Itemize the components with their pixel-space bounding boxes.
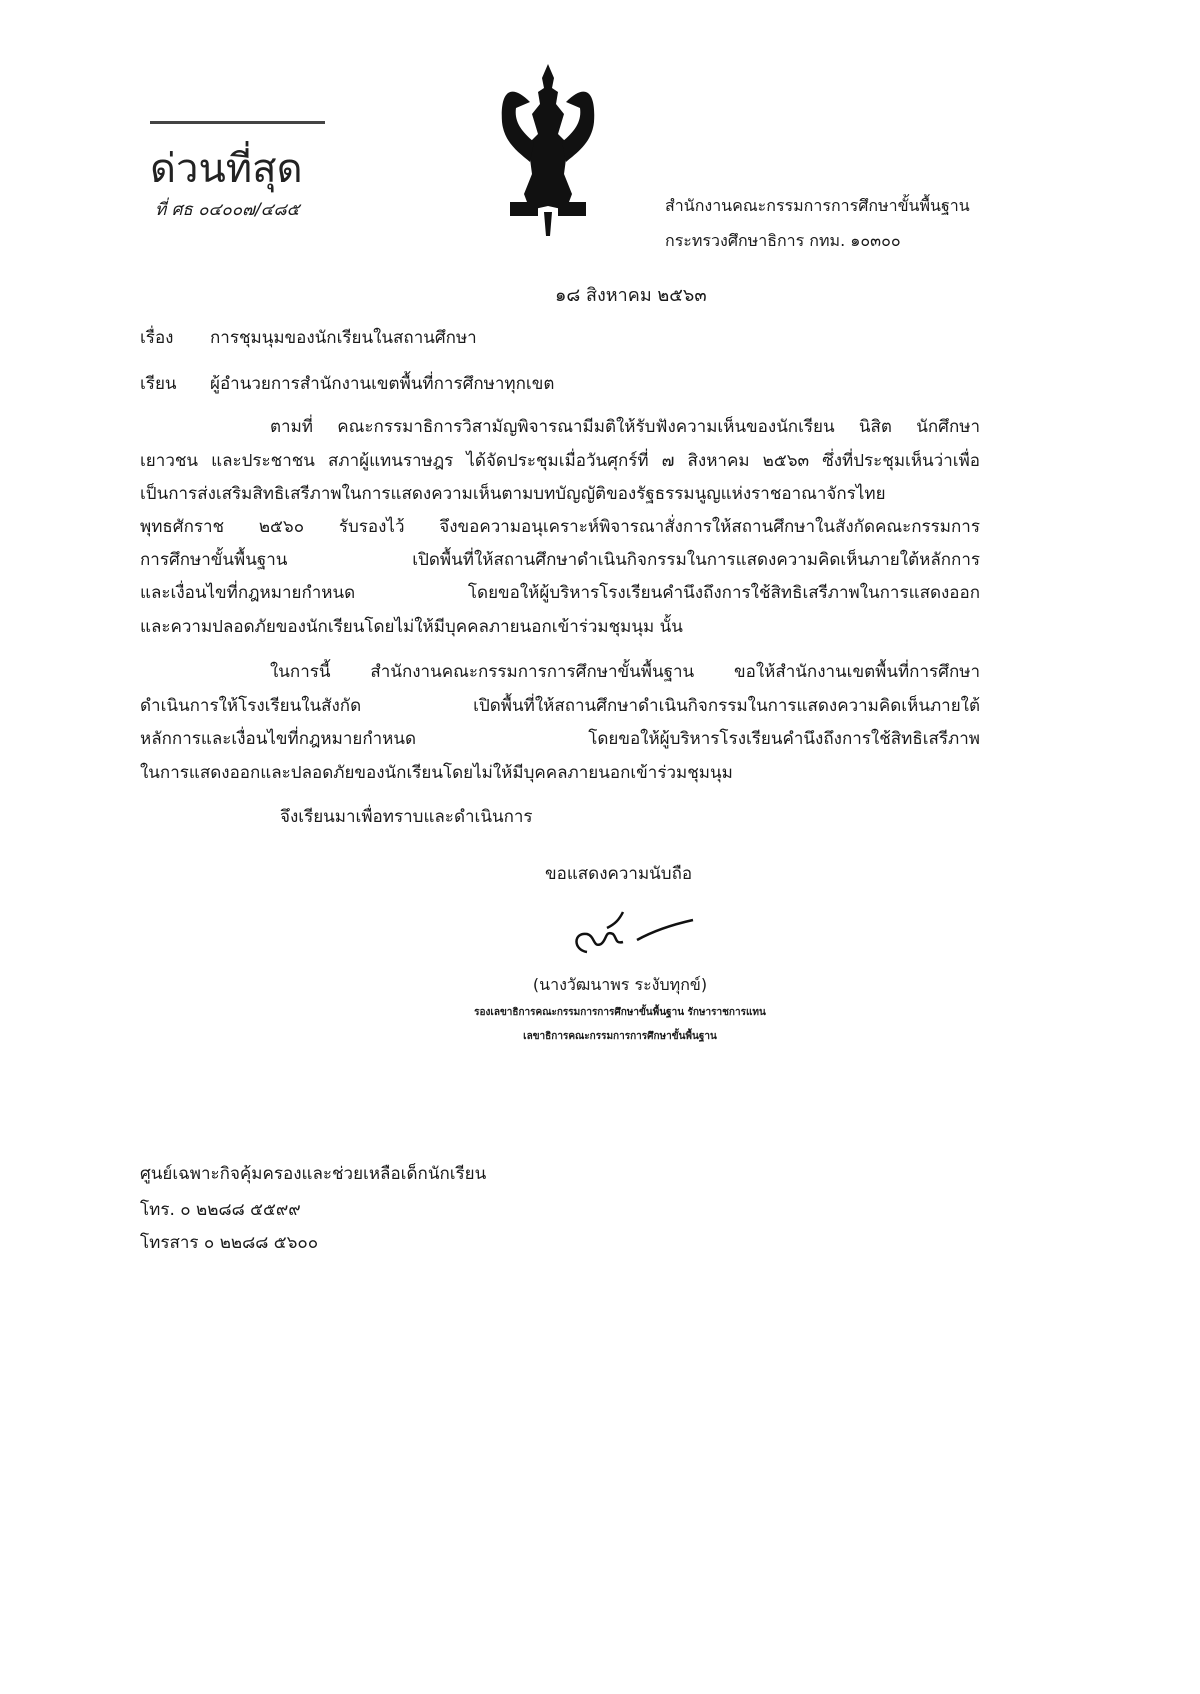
signatory-name: (นางวัฒนาพร ระงับทุกข์) bbox=[532, 975, 708, 994]
footer-fax: โทรสาร ๐ ๒๒๘๘ ๕๖๐๐ bbox=[140, 1233, 319, 1253]
footer-department: ศูนย์เฉพาะกิจคุ้มครองและช่วยเหลือเด็กนักเรียน bbox=[140, 1164, 487, 1184]
paragraph1-line: เป็นการส่งเสริมสิทธิเสรีภาพในการแสดงความเห็นตามบทบัญญัติของรัฐธรรมนูญแห่งราชอาณาจักรไทย bbox=[140, 484, 886, 504]
reference-number: ที่ ศธ ๐๔๐๐๗/๔๘๕ bbox=[155, 200, 300, 220]
closing-sentence: จึงเรียนมาเพื่อทราบและดำเนินการ bbox=[280, 807, 533, 827]
subject-value: การชุมนุมของนักเรียนในสถานศึกษา bbox=[210, 328, 477, 348]
paragraph1-line: การศึกษาขั้นพื้นฐาน เปิดพื้นที่ให้สถานศึกษาดำเนินกิจกรรมในการแสดงความคิดเห็นภายใต้หลักการ bbox=[140, 550, 980, 570]
paragraph2-line: หลักการและเงื่อนไขที่กฎหมายกำหนด โดยขอให้ผู้บริหารโรงเรียนคำนึงถึงการใช้สิทธิเสรีภาพ bbox=[140, 729, 980, 749]
regards: ขอแสดงความนับถือ bbox=[545, 864, 693, 884]
paragraph2-line: ในการแสดงออกและปลอดภัยของนักเรียนโดยไม่ให้มีบุคคลภายนอกเข้าร่วมชุมนุม bbox=[140, 763, 733, 783]
paragraph1-line: และเงื่อนไขที่กฎหมายกำหนด โดยขอให้ผู้บริหารโรงเรียนคำนึงถึงการใช้สิทธิเสรีภาพในการแสดงออก bbox=[140, 583, 980, 603]
recipient-value: ผู้อำนวยการสำนักงานเขตพื้นที่การศึกษาทุกเขต bbox=[210, 374, 555, 394]
paragraph1-line: พุทธศักราช ๒๕๖๐ รับรองไว้ จึงขอความอนุเคราะห์พิจารณาสั่งการให้สถานศึกษาในสังกัดคณะกรรมการ bbox=[140, 517, 980, 537]
handwritten-signature bbox=[565, 900, 700, 960]
urgency-stamp: ด่วนที่สุด bbox=[150, 146, 303, 191]
paragraph2-line: ในการนี้ สำนักงานคณะกรรมการการศึกษาขั้นพื้นฐาน ขอให้สำนักงานเขตพื้นที่การศึกษา bbox=[270, 662, 980, 682]
paragraph1-line: และความปลอดภัยของนักเรียนโดยไม่ให้มีบุคคลภายนอกเข้าร่วมชุมนุม นั้น bbox=[140, 617, 683, 637]
signatory-position: รองเลขาธิการคณะกรรมการการศึกษาขั้นพื้นฐาน รักษาราชการแทน bbox=[474, 1007, 766, 1018]
paragraph2-line: ดำเนินการให้โรงเรียนในสังกัด เปิดพื้นที่ให้สถานศึกษาดำเนินกิจกรรมในการแสดงความคิดเห็นภายใต้ bbox=[140, 696, 980, 716]
signatory-position-line2: เลขาธิการคณะกรรมการการศึกษาขั้นพื้นฐาน bbox=[523, 1031, 717, 1042]
paragraph1-line: ตามที่ คณะกรรมาธิการวิสามัญพิจารณามีมติให้รับฟังความเห็นของนักเรียน นิสิต นักศึกษา bbox=[270, 417, 980, 437]
recipient-label: เรียน bbox=[140, 374, 177, 394]
paragraph1-line: เยาวชน และประชาชน สภาผู้แทนราษฎร ได้จัดประชุมเมื่อวันศุกร์ที่ ๗ สิงหาคม ๒๕๖๓ ซึ่งที่ประชุมเห็นว่าเพื่อ bbox=[140, 451, 980, 471]
subject-label: เรื่อง bbox=[140, 328, 174, 348]
office-address: กระทรวงศึกษาธิการ กทม. ๑๐๓๐๐ bbox=[665, 231, 901, 250]
footer-phone: โทร. ๐ ๒๒๘๘ ๕๕๙๙ bbox=[140, 1200, 301, 1220]
document-date: ๑๘ สิงหาคม ๒๕๖๓ bbox=[555, 285, 707, 306]
office-name: สำนักงานคณะกรรมการการศึกษาขั้นพื้นฐาน bbox=[665, 196, 970, 215]
urgent-stamp-rule bbox=[150, 121, 325, 124]
garuda-emblem-icon bbox=[500, 62, 596, 238]
